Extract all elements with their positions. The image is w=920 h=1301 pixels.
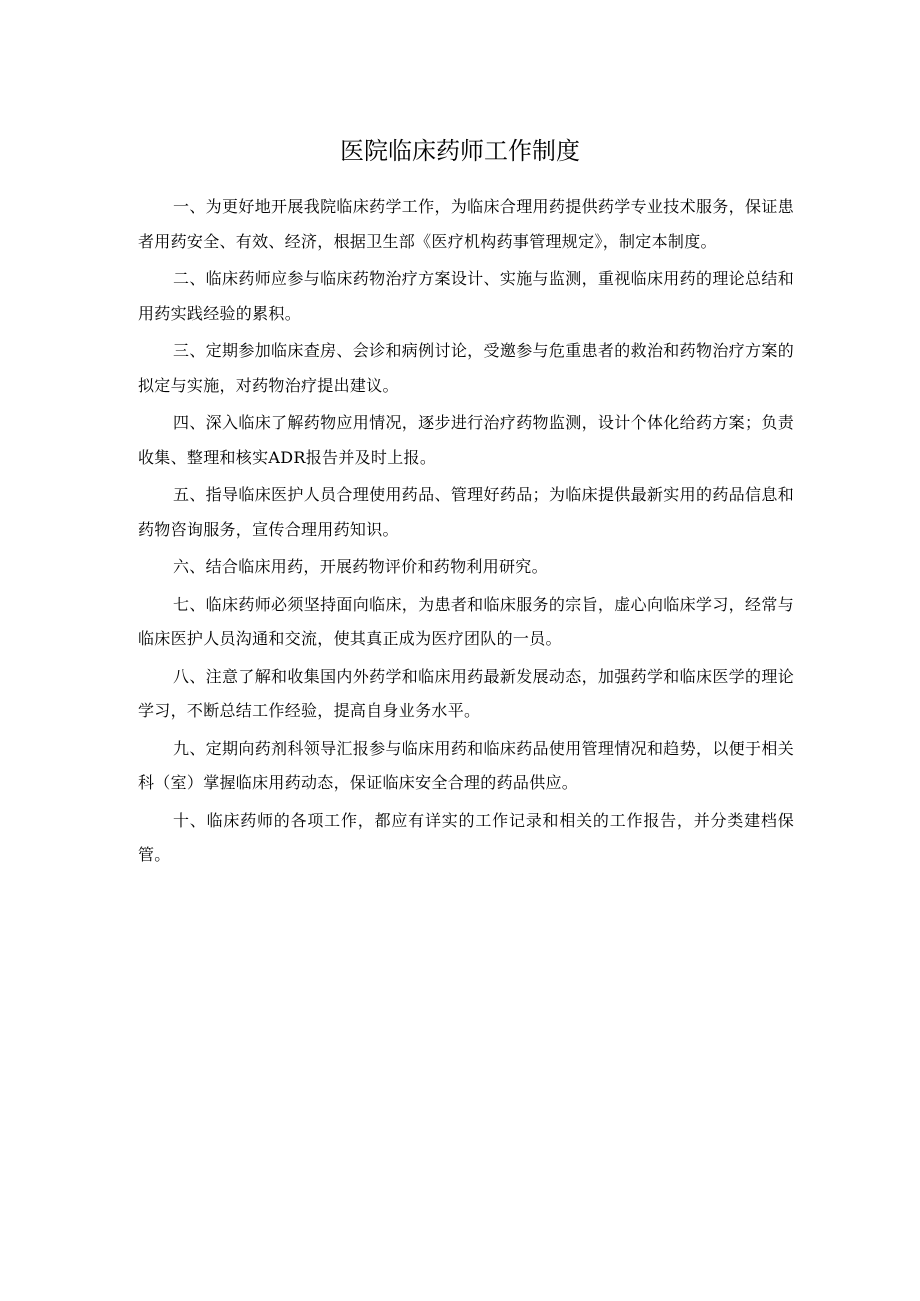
paragraph-1: 一、为更好地开展我院临床药学工作，为临床合理用药提供药学专业技术服务，保证患者用药安全、有效、经济，根据卫生部《医疗机构药事管理规定》，制定本制度。 xyxy=(138,197,794,251)
document-title: 医院临床药师工作制度 xyxy=(340,137,580,165)
paragraph-8: 八、注意了解和收集国内外药学和临床用药最新发展动态，加强药学和临床医学的理论学习，不断总结工作经验，提高自身业务水平。 xyxy=(138,666,794,720)
paragraph-9: 九、定期向药剂科领导汇报参与临床用药和临床药品使用管理情况和趋势，以便于相关科（室）掌握临床用药动态，保证临床安全合理的药品供应。 xyxy=(138,738,794,792)
paragraph-6: 六、结合临床用药，开展药物评价和药物利用研究。 xyxy=(173,557,548,576)
paragraph-4: 四、深入临床了解药物应用情况，逐步进行治疗药物监测，设计个体化给药方案；负责收集、整理和核实ADR报告并及时上报。 xyxy=(138,413,794,467)
paragraph-5: 五、指导临床医护人员合理使用药品、管理好药品；为临床提供最新实用的药品信息和药物咨询服务，宣传合理用药知识。 xyxy=(138,485,794,539)
document-body xyxy=(138,190,794,876)
paragraph-7: 七、临床药师必须坚持面向临床，为患者和临床服务的宗旨，虚心向临床学习，经常与临床医护人员沟通和交流，使其真正成为医疗团队的一员。 xyxy=(138,594,794,648)
paragraph-3: 三、定期参加临床查房、会诊和病例讨论，受邀参与危重患者的救治和药物治疗方案的拟定与实施，对药物治疗提出建议。 xyxy=(138,341,794,395)
paragraph-2: 二、临床药师应参与临床药物治疗方案设计、实施与监测，重视临床用药的理论总结和用药实践经验的累积。 xyxy=(138,269,794,323)
paragraph-10: 十、临床药师的各项工作，都应有详实的工作记录和相关的工作报告，并分类建档保管。 xyxy=(138,810,794,864)
